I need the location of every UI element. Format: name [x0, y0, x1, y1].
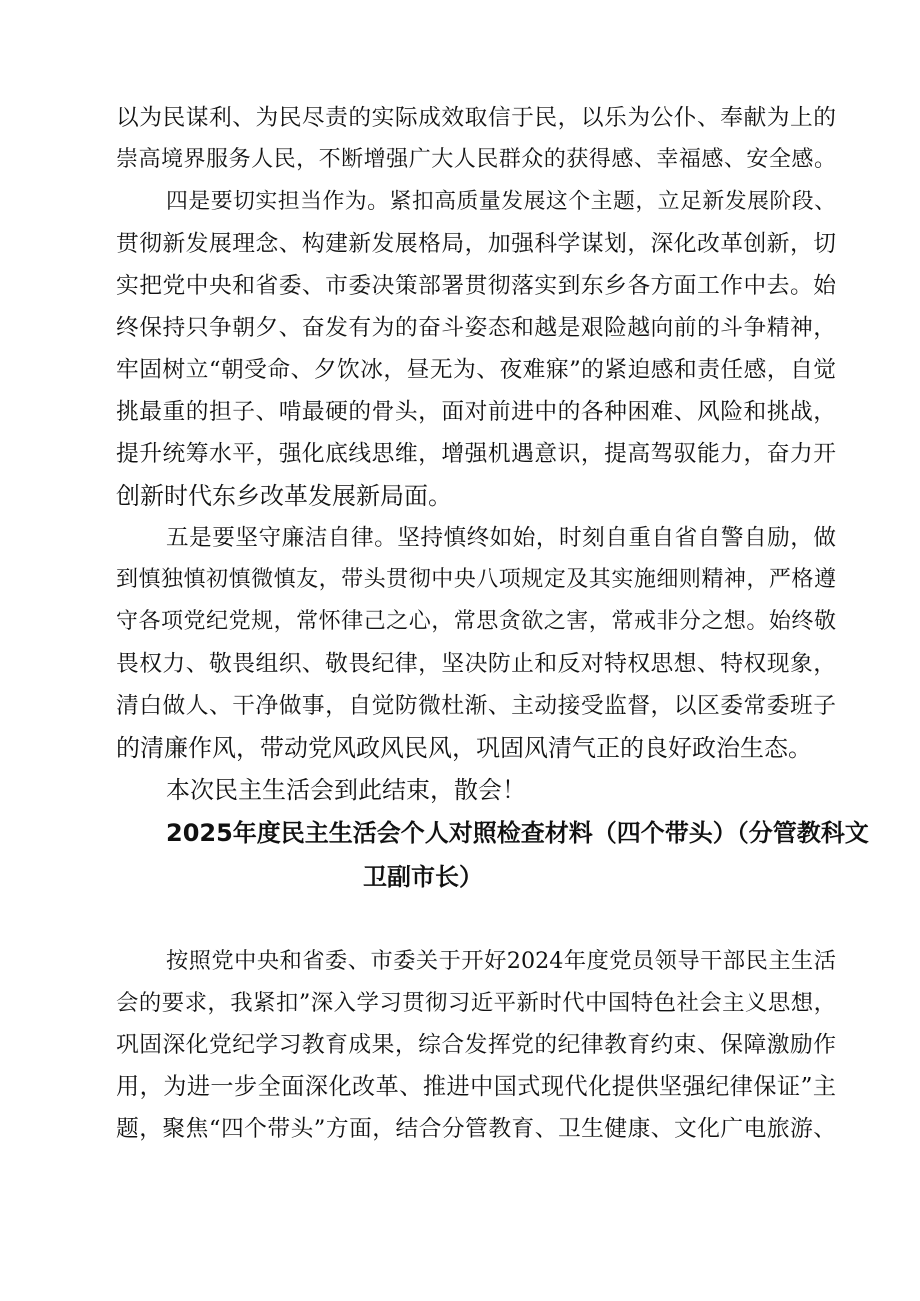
paragraph-2-line-8: 创新时代东乡改革发展新局面。: [116, 482, 452, 510]
paragraph-3-line-3: 守各项党纪党规，常怀律己之心，常思贪欲之害，常戒非分之想。始终敬: [116, 609, 836, 634]
paragraph-2-line-2: 贯彻新发展理念、构建新发展格局，加强科学谋划，深化改革创新，切: [116, 231, 836, 257]
paragraph-1-line-2: 崇高境界服务人民，不断增强广大人民群众的获得感、幸福感、安全感。: [116, 147, 836, 172]
section-title-line-2: 卫副市长）: [363, 863, 483, 891]
paragraph-4-line-1: 本次民主生活会到此结束，散会！: [166, 776, 526, 804]
paragraph-3-line-5: 清白做人、干净做事，自觉防微杜渐、主动接受监督，以区委常委班子: [116, 693, 836, 719]
paragraph-5-line-2: 会的要求，我紧扣”深入学习贯彻习近平新时代中国特色社会主义思想，: [116, 990, 836, 1016]
paragraph-2-line-5: 牢固树立“朝受命、夕饮冰，昼无为、夜难寐”的紧迫感和责任感，自觉: [116, 357, 836, 383]
paragraph-5-line-5: 题，聚焦“四个带头”方面，结合分管教育、卫生健康、文化广电旅游、: [116, 1116, 836, 1142]
paragraph-3-line-6: 的清廉作风，带动党风政风民风，巩固风清气正的良好政治生态。: [116, 734, 812, 762]
paragraph-3-line-1: 五是要坚守廉洁自律。坚持慎终如始，时刻自重自省自警自励，做: [166, 525, 836, 551]
section-title-line-1: 2025年度民主生活会个人对照检查材料（四个带头）（分管教科文: [166, 819, 869, 847]
paragraph-2-line-7: 提升统筹水平，强化底线思维，增强机遇意识，提高驾驭能力，奋力开: [116, 441, 836, 467]
paragraph-2-line-4: 终保持只争朝夕、奋发有为的奋斗姿态和越是艰险越向前的斗争精神，: [116, 315, 836, 341]
paragraph-2-line-6: 挑最重的担子、啃最硬的骨头，面对前进中的各种困难、风险和挑战，: [116, 399, 836, 425]
paragraph-5-line-3: 巩固深化党纪学习教育成果，综合发挥党的纪律教育约束、保障激励作: [116, 1032, 836, 1058]
paragraph-3-line-2: 到慎独慎初慎微慎友，带头贯彻中央八项规定及其实施细则精神，严格遵: [116, 567, 836, 592]
paragraph-3-line-4: 畏权力、敬畏组织、敬畏纪律，坚决防止和反对特权思想、特权现象，: [116, 651, 836, 677]
paragraph-2-line-3: 实把党中央和省委、市委决策部署贯彻落实到东乡各方面工作中去。始: [116, 273, 836, 299]
paragraph-2-line-1: 四是要切实担当作为。紧扣高质量发展这个主题，立足新发展阶段、: [166, 189, 836, 214]
paragraph-5-line-4: 用，为进一步全面深化改革、推进中国式现代化提供坚强纪律保证”主: [116, 1074, 836, 1100]
paragraph-1-line-1: 以为民谋利、为民尽责的实际成效取信于民，以乐为公仆、奉献为上的: [116, 105, 836, 131]
paragraph-5-line-1: 按照党中央和省委、市委关于开好2024年度党员领导干部民主生活: [166, 948, 836, 974]
